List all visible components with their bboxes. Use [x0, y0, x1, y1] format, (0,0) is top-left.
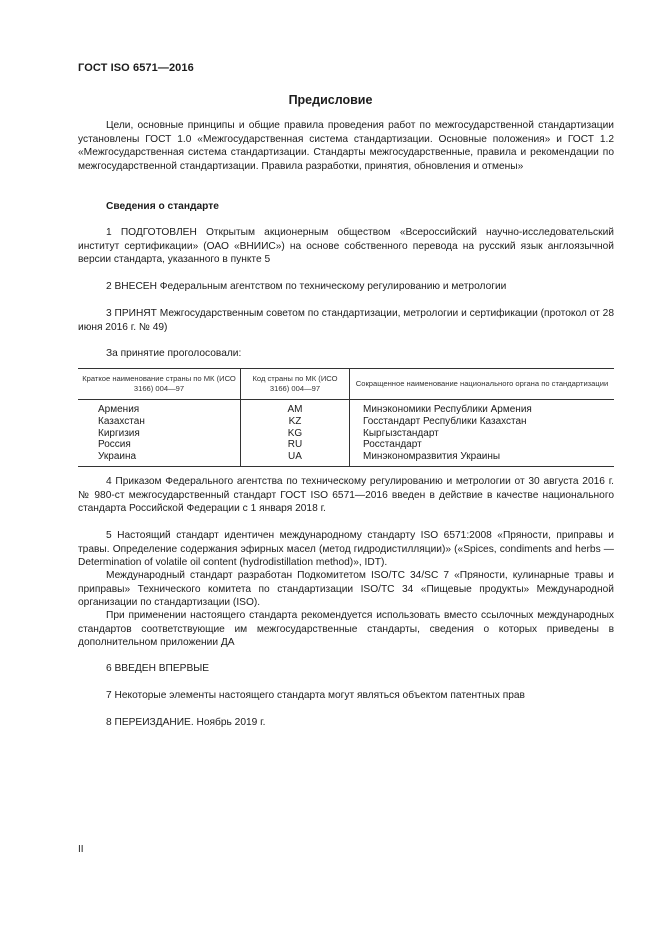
standards-body: Госстандарт Республики Казахстан [350, 416, 615, 428]
standards-body: Минэкономразвития Украины [350, 451, 615, 466]
intro-text: Цели, основные принципы и общие правила проведения работ по межгосударственной стандартизации установлены ГОСТ 1.0 «Межгосударственная система стандартизации. Основные положения» и ГОСТ 1.2 «Межгосударственная система стандартизации. Стандарты межгосударственные, правила и рекомендации по межгосударственной стандартизации. Правила разработки, принятия, обновления и отмены» [78, 120, 614, 173]
item-first-text: 6 ВВЕДЕН ВПЕРВЫЕ [106, 663, 210, 674]
intro-paragraph [78, 119, 614, 174]
standards-body: Росстандарт [350, 439, 615, 451]
item-prepared [78, 226, 614, 267]
item-introduced-text: 2 ВНЕСЕН Федеральным агентством по техническому регулированию и метрологии [106, 281, 507, 292]
item-order [78, 475, 614, 516]
voting-table [78, 368, 614, 467]
table-row [78, 451, 614, 466]
voting-table-header [78, 369, 614, 400]
country-code: AM [241, 400, 350, 416]
country-name: Киргизия [98, 427, 140, 439]
item-recommend [78, 609, 614, 650]
table-row [78, 416, 614, 428]
item-identical [78, 529, 614, 570]
section-title: Предисловие [288, 93, 373, 107]
item-reissue-text: 8 ПЕРЕИЗДАНИЕ. Ноябрь 2019 г. [106, 717, 266, 728]
country-code: RU [241, 439, 350, 451]
standards-body: Минэкономики Республики Армения [350, 400, 615, 416]
about-standard-heading: Сведения о стандарте [106, 201, 219, 212]
item-prepared-text: 1 ПОДГОТОВЛЕН Открытым акционерным обществом «Всероссийский научно-исследовательский институт сертификации» (ОАО «ВНИИС») на основе собственного перевода на русский язык англоязычной версии стандарта, указанного в пункте 5 [78, 227, 614, 266]
header-country-name: Краткое наименование страны по МК (ИСО 3166) 004—97 [78, 369, 241, 400]
item-adopted [78, 307, 614, 334]
item-first [78, 662, 614, 676]
document-code: ГОСТ ISO 6571—2016 [78, 62, 194, 74]
country-code: KG [241, 428, 350, 440]
country-code: UA [241, 451, 350, 466]
item-patent-text: 7 Некоторые элементы настоящего стандарта могут являться объектом патентных прав [106, 690, 525, 701]
table-row [78, 439, 614, 451]
header-standards-body: Сокращенное наименование национального органа по стандартизации [350, 369, 615, 400]
voted-label-text: За принятие проголосовали: [106, 348, 242, 359]
voted-label [78, 347, 614, 361]
item-identical-text: 5 Настоящий стандарт идентичен международному стандарту ISO 6571:2008 «Пряности, приправы и травы. Определение содержания эфирных масел (метод гидродистилляции)» («Spices, condiments and herbs — Determination of volatile oil content (hydrodistillation method)», IDT). [78, 530, 614, 569]
standards-body: Кыргызстандарт [350, 428, 615, 440]
country-name: Казахстан [98, 415, 145, 427]
table-row [78, 428, 614, 440]
country-name: Армения [98, 404, 140, 415]
item-introduced [78, 280, 614, 294]
country-name: Россия [98, 439, 131, 451]
item-developed-text: Международный стандарт разработан Подкомитетом ISO/TC 34/SC 7 «Пряности, кулинарные травы и приправы» Технического комитета по стандартизации ISO/TC 34 «Пищевые продукты» Международной организации по стандартизации (ISO). [78, 570, 614, 609]
table-row [78, 400, 614, 416]
item-developed [78, 569, 614, 610]
item-patent [78, 689, 614, 703]
page-number: II [78, 844, 84, 855]
item-order-text: 4 Приказом Федерального агентства по техническому регулированию и метрологии от 30 августа 2016 г. № 980-ст межгосударственный стандарт ГОСТ ISO 6571—2016 введен в действие в качестве национального стандарта Российской Федерации с 1 января 2018 г. [78, 476, 614, 515]
item-recommend-text: При применении настоящего стандарта рекомендуется использовать вместо ссылочных международных стандартов соответствующие им межгосударственные стандарты, сведения о которых приведены в дополнительном приложении ДА [78, 610, 614, 649]
country-code: KZ [241, 416, 350, 428]
item-reissue [78, 716, 614, 730]
item-adopted-text: 3 ПРИНЯТ Межгосударственным советом по стандартизации, метрологии и сертификации (протокол от 28 июня 2016 г. № 49) [78, 308, 614, 333]
header-country-code: Код страны по МК (ИСО 3166) 004—97 [241, 369, 350, 400]
country-name: Украина [78, 451, 241, 466]
